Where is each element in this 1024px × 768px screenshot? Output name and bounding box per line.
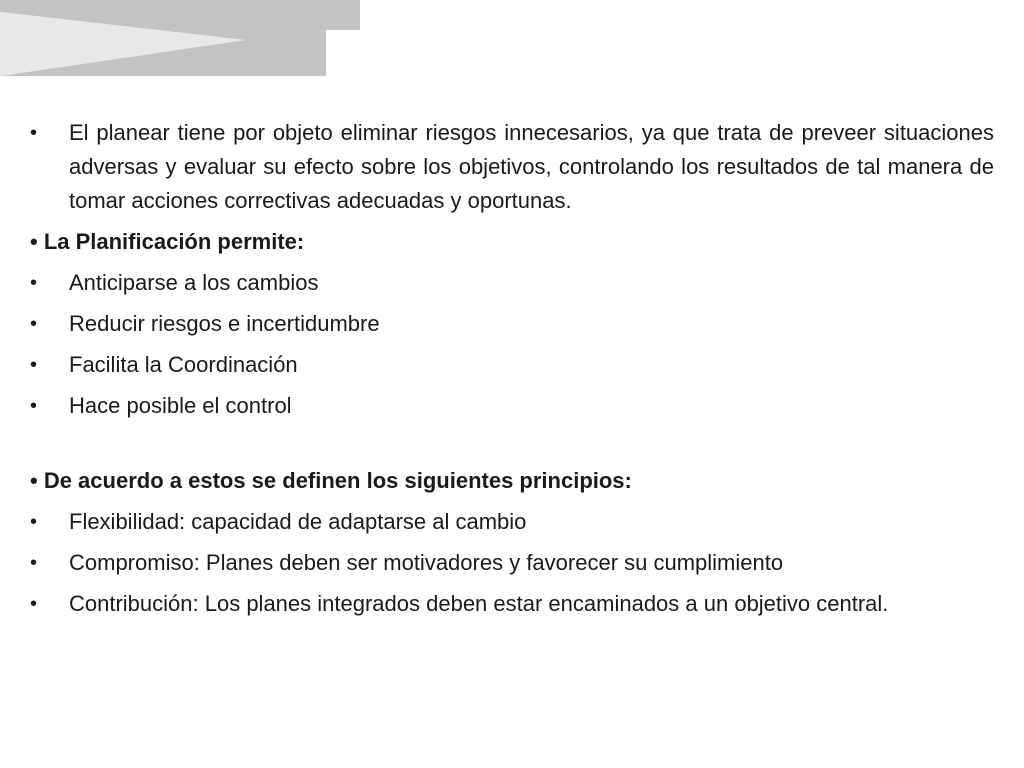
bullet-marker: • bbox=[30, 593, 38, 615]
bullet-marker: • bbox=[30, 552, 38, 574]
list-item bbox=[30, 389, 994, 423]
list-item-text: Hace posible el control bbox=[69, 393, 292, 418]
list-item bbox=[30, 266, 994, 300]
header-decoration bbox=[0, 0, 360, 80]
list-item-text: Facilita la Coordinación bbox=[69, 352, 298, 377]
intro-bullet bbox=[30, 116, 994, 218]
list-item bbox=[30, 348, 994, 382]
list-item bbox=[30, 307, 994, 341]
list-item-text: Reducir riesgos e incertidumbre bbox=[69, 311, 380, 336]
list-item-text: Anticiparse a los cambios bbox=[69, 270, 319, 295]
bullet-marker: • bbox=[30, 313, 38, 335]
slide-body bbox=[30, 116, 994, 628]
list-item bbox=[30, 546, 994, 580]
list-item bbox=[30, 587, 994, 621]
list-item-text: Flexibilidad: capacidad de adaptarse al cambio bbox=[69, 509, 527, 534]
bullet-marker: • bbox=[30, 354, 38, 376]
section-heading-principios: • De acuerdo a estos se definen los siguientes principios: bbox=[30, 468, 632, 493]
bullet-marker: • bbox=[30, 511, 38, 533]
list-item-text: Contribución: Los planes integrados deben estar encaminados a un objetivo central. bbox=[69, 591, 889, 616]
section-heading-planificacion: • La Planificación permite: bbox=[30, 229, 305, 254]
list-item-text: Compromiso: Planes deben ser motivadores y favorecer su cumplimiento bbox=[69, 550, 784, 575]
bullet-marker: • bbox=[30, 122, 38, 144]
intro-text: El planear tiene por objeto eliminar riesgos innecesarios, ya que trata de preveer situaciones adversas y evaluar su efecto sobre los objetivos, controlando los resultados de tal manera de tomar acciones correctivas adecuadas y oportunas. bbox=[69, 120, 994, 213]
list-item bbox=[30, 505, 994, 539]
bullet-marker: • bbox=[30, 395, 38, 417]
bullet-marker: • bbox=[30, 272, 38, 294]
